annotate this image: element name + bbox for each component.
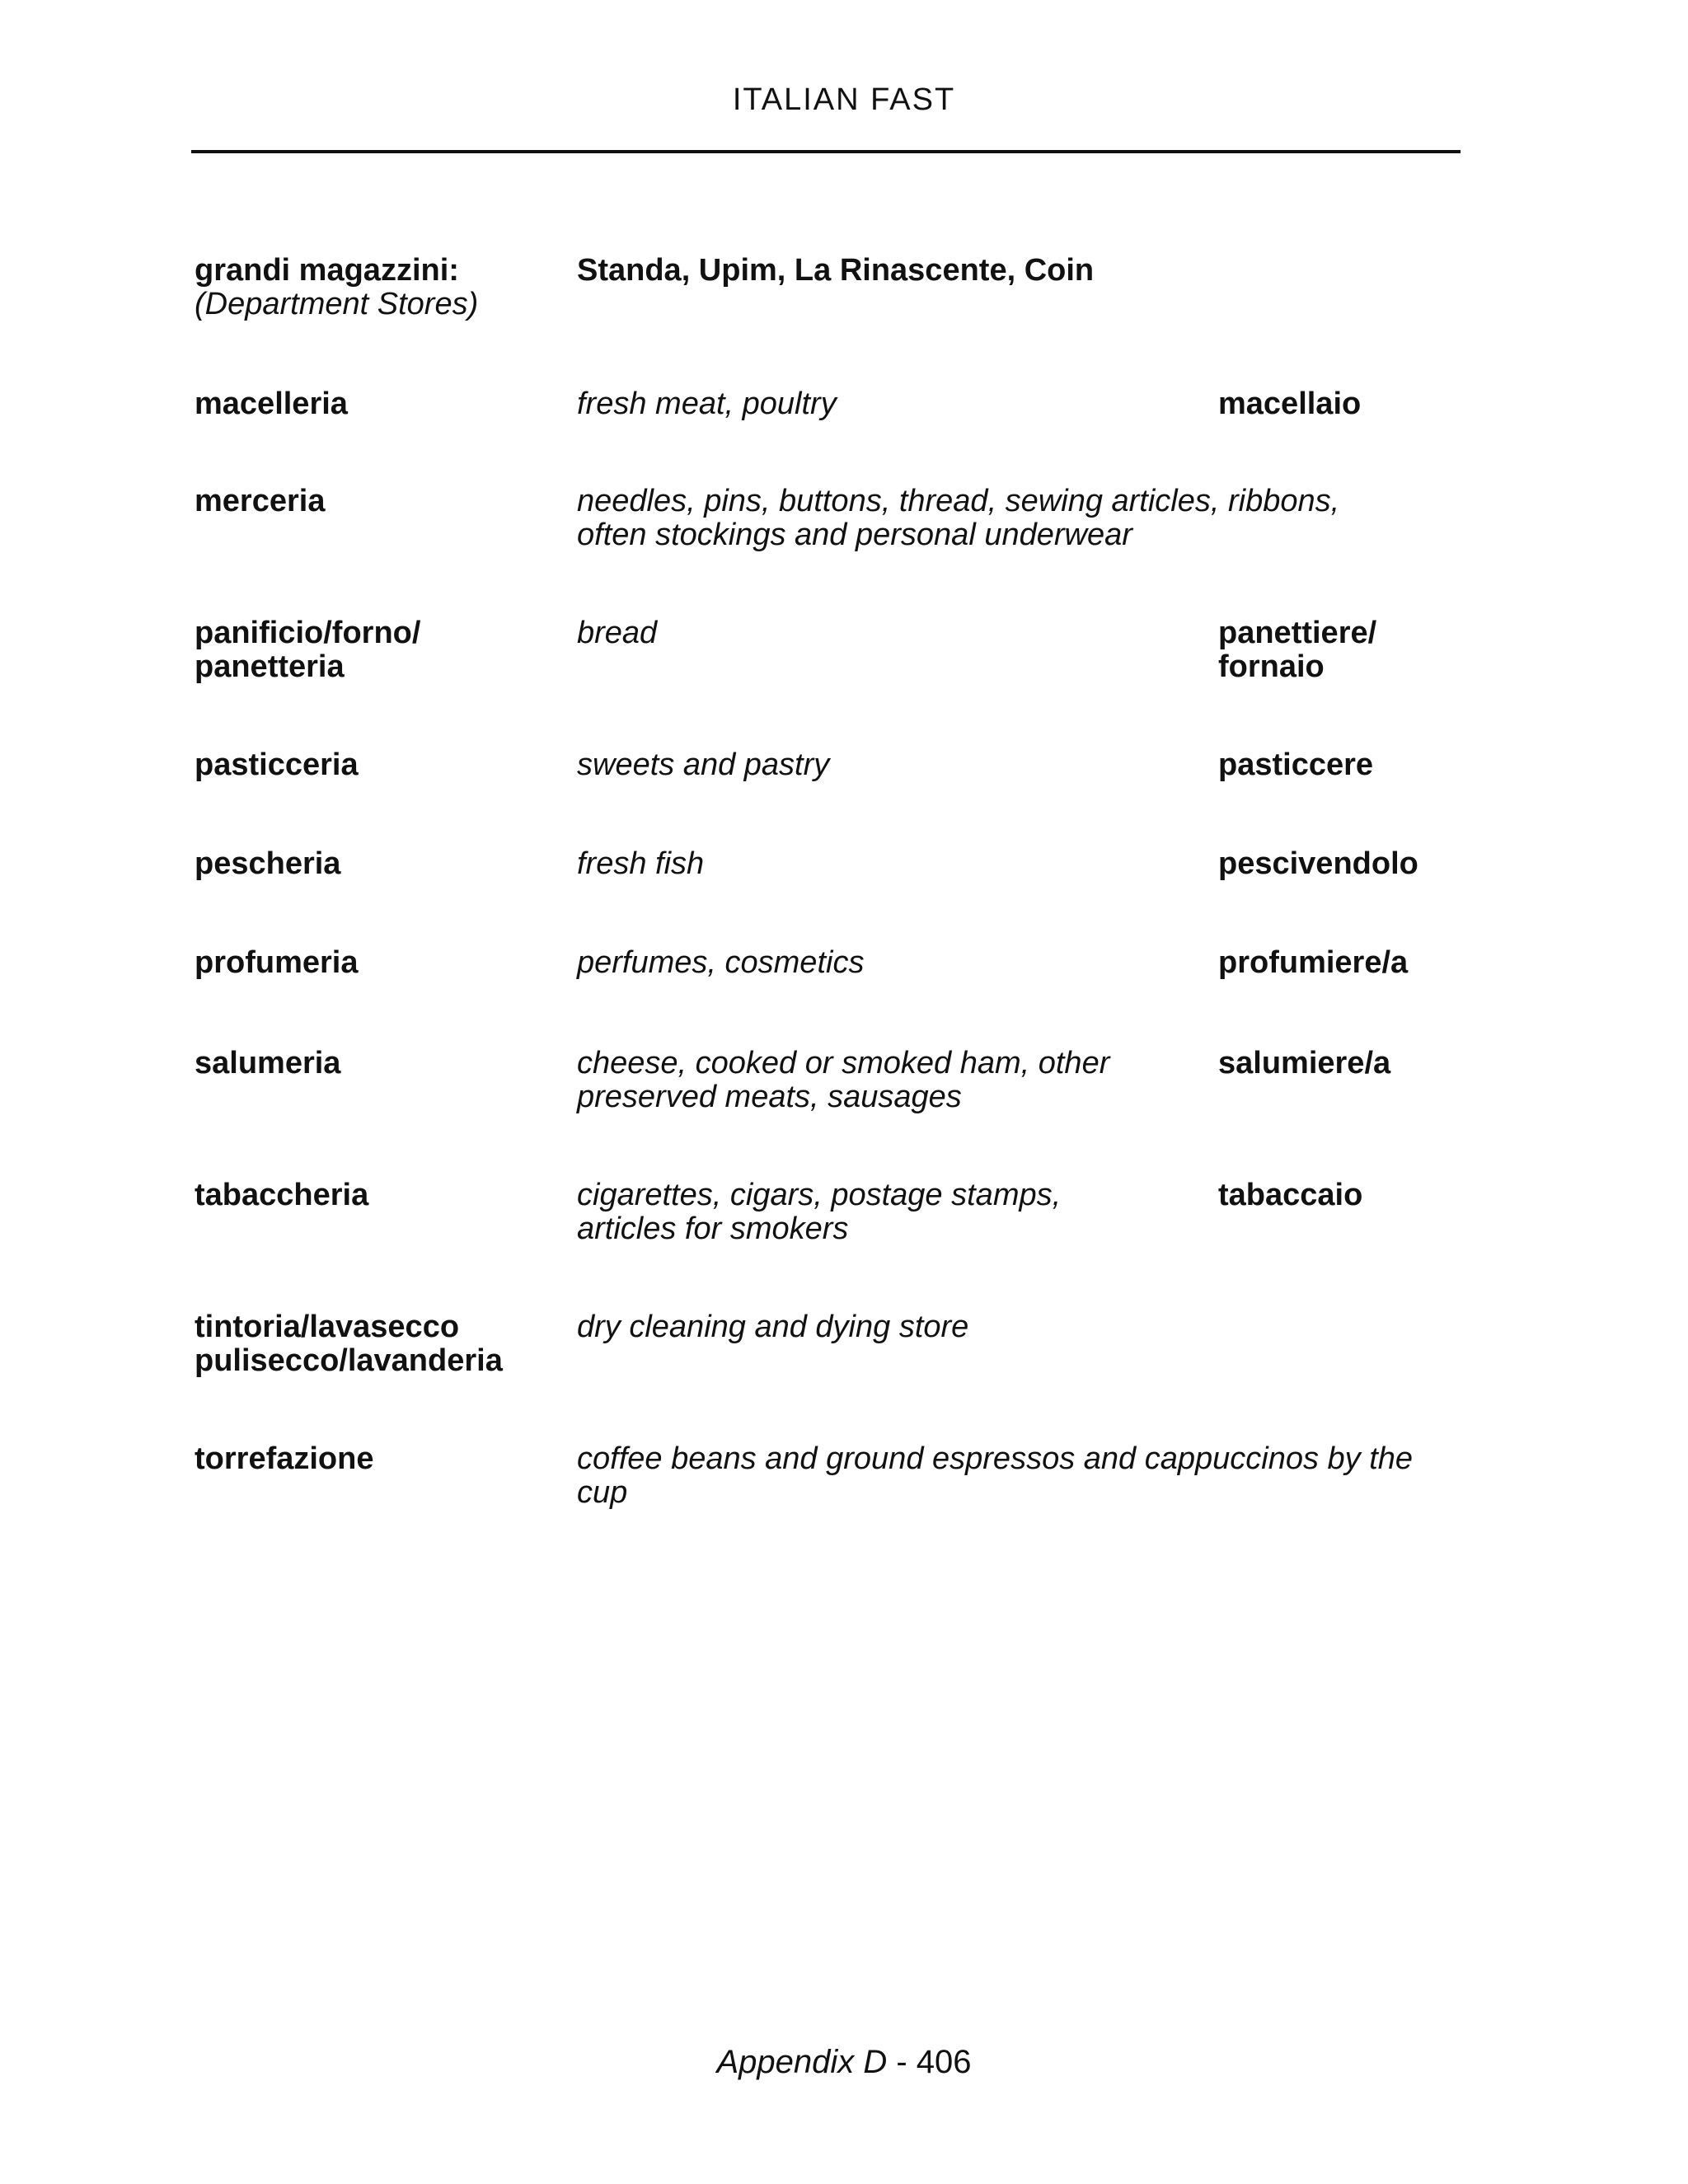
term-line: profumeria — [195, 945, 359, 980]
shopkeeper-line: pasticcere — [1218, 748, 1374, 782]
entry-term — [195, 387, 549, 421]
term-line: grandi magazzini: — [195, 253, 459, 288]
description-line: often stockings and personal underwear — [577, 518, 1132, 552]
entry-description — [577, 1179, 1203, 1246]
entry-term — [195, 254, 549, 321]
entry-shopkeeper — [1218, 847, 1482, 881]
term-line: pescheria — [195, 846, 341, 881]
term-line: pasticceria — [195, 748, 359, 782]
entry-description — [577, 946, 1203, 980]
footer-separator: - — [887, 2044, 917, 2080]
entry-term — [195, 847, 549, 881]
description-line: cheese, cooked or smoked ham, other — [577, 1046, 1110, 1080]
entry-shopkeeper — [1218, 1179, 1482, 1212]
page-header-title: ITALIAN FAST — [732, 82, 956, 117]
description-line: fresh fish — [577, 846, 705, 881]
shopkeeper-line: pescivendolo — [1218, 846, 1418, 881]
shopkeeper-line: macellaio — [1218, 387, 1362, 421]
entry-description — [577, 748, 1203, 782]
shopkeeper-line: fornaio — [1218, 649, 1325, 684]
description-line: needles, pins, buttons, thread, sewing articles, ribbons, — [577, 484, 1340, 518]
entry-shopkeeper — [1218, 946, 1482, 980]
term-line: pulisecco/lavanderia — [195, 1343, 503, 1378]
entry-description — [577, 485, 1492, 552]
term-line: torrefazione — [195, 1441, 374, 1476]
description-line: bread — [577, 616, 658, 650]
entry-description — [577, 1442, 1492, 1510]
entry-term — [195, 946, 549, 980]
appendix-label: Appendix D — [716, 2044, 888, 2080]
term-line: panificio/forno/ — [195, 616, 421, 650]
term-line: tintoria/lavasecco — [195, 1310, 460, 1344]
entry-term — [195, 748, 549, 782]
description-line: Standa, Upim, La Rinascente, Coin — [577, 253, 1095, 288]
entry-description — [577, 616, 1203, 650]
term-translation: (Department Stores) — [195, 287, 479, 321]
description-line: perfumes, cosmetics — [577, 945, 865, 980]
description-line: articles for smokers — [577, 1212, 849, 1246]
entry-term — [195, 1179, 549, 1212]
description-line: cup — [577, 1475, 628, 1510]
description-line: dry cleaning and dying store — [577, 1310, 969, 1344]
description-line: fresh meat, poultry — [577, 387, 837, 421]
entry-description — [577, 1310, 1203, 1344]
entry-shopkeeper — [1218, 748, 1482, 782]
entry-description — [577, 847, 1203, 881]
entry-term — [195, 1310, 549, 1378]
term-line: macelleria — [195, 387, 348, 421]
entry-description — [577, 1047, 1203, 1114]
page-number: 406 — [916, 2044, 972, 2080]
entry-description — [577, 254, 1203, 288]
entry-term — [195, 1047, 549, 1080]
page-footer — [0, 2044, 1688, 2081]
entry-shopkeeper — [1218, 387, 1482, 421]
entry-term — [195, 1442, 549, 1476]
shopkeeper-line: profumiere/a — [1218, 945, 1409, 980]
term-line: merceria — [195, 484, 326, 518]
description-line: sweets and pastry — [577, 748, 830, 782]
term-line: panetteria — [195, 649, 345, 684]
entry-term — [195, 616, 549, 684]
entry-shopkeeper — [1218, 1047, 1482, 1080]
shopkeeper-line: panettiere/ — [1218, 616, 1377, 650]
description-line: coffee beans and ground espressos and cappuccinos by the — [577, 1441, 1414, 1476]
term-line: salumeria — [195, 1046, 341, 1080]
entry-term — [195, 485, 549, 518]
description-line: preserved meats, sausages — [577, 1080, 962, 1114]
shopkeeper-line: salumiere/a — [1218, 1046, 1391, 1080]
shopkeeper-line: tabaccaio — [1218, 1178, 1363, 1212]
term-line: tabaccheria — [195, 1178, 369, 1212]
entry-shopkeeper — [1218, 616, 1482, 684]
description-line: cigarettes, cigars, postage stamps, — [577, 1178, 1062, 1212]
entry-description — [577, 387, 1203, 421]
